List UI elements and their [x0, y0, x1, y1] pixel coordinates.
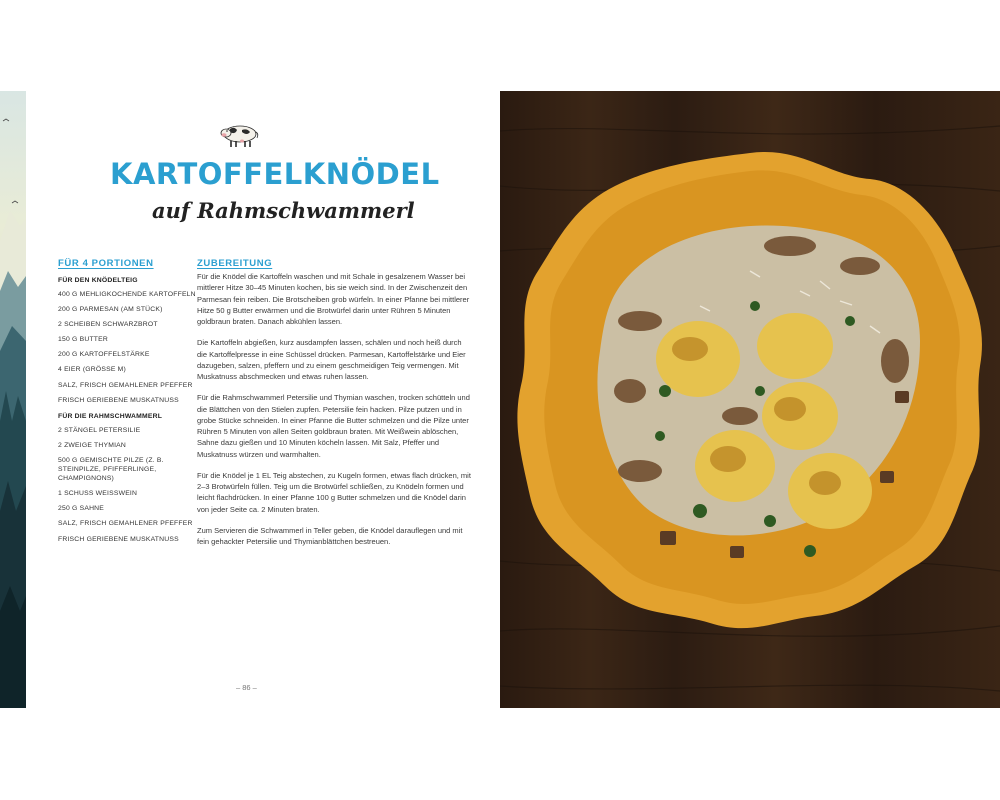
ingredient-item: SALZ, FRISCH GEMAHLENER PFEFFER: [58, 520, 193, 528]
preparation-paragraph: Zum Servieren die Schwammerl in Teller geben, die Knödel darauflegen und mit fein gehackter Petersilie und Thymianblättchen bestreuen.: [197, 525, 463, 546]
mountain-illustration-strip: [0, 91, 26, 708]
ingredient-item: 2 SCHEIBEN SCHWARZBROT: [58, 321, 158, 329]
ingredient-item: 250 G SAHNE: [58, 505, 105, 513]
cow-illustration-icon: [220, 121, 260, 149]
preparation-paragraph: Für die Knödel je 1 EL Teig abstechen, zu Kugeln formen, etwas flach drücken, mit 2–3 Brotwürfeln füllen. Teig um die Brotwürfel schließen, zu Knödeln formen und leicht flachdrücken. In einer Pfanne 100 g Butter schmelzen und die Knödel darin von jeder Seite ca. 2 Minuten braten.: [197, 470, 471, 514]
ingredient-group-heading: FÜR DEN KNÖDELTEIG: [58, 277, 138, 284]
preparation-paragraph: Für die Knödel die Kartoffeln waschen und mit Schale in gesalzenem Wasser bei mittlerer Hitze 30–45 Minuten kochen, bis sie weich sind. In der Zwischenzeit den Parmesan fein reiben. Die Brotscheiben grob würfeln. In einer Pfanne bei mittlerer Hitze 50 g Butter erwärmen und die Brotwürfel darin unter Rühren 5 Minuten goldbraun braten. Danach abkühlen lassen.: [197, 272, 470, 326]
ingredient-item: 200 G KARTOFFELSTÄRKE: [58, 351, 150, 359]
page-number: – 86 –: [236, 683, 257, 692]
ingredient-item: FRISCH GERIEBENE MUSKATNUSS: [58, 535, 179, 543]
ingredient-item: 4 EIER (GRÖSSE M): [58, 366, 126, 374]
preparation-steps: [197, 271, 472, 557]
preparation-heading: ZUBEREITUNG: [197, 258, 273, 269]
ingredient-item: 150 G BUTTER: [58, 336, 108, 344]
preparation-paragraph: Für die Rahmschwammerl Petersilie und Thymian waschen, trocken schütteln und die Blättchen von den Stielen zupfen. Petersilie fein hacken. Pilze putzen und in grobe Stücke schneiden. In einer Pfanne die Butter schmelzen und die Pilze unter Rühren 5 Minuten von allen Seiten goldbraun braten. Mit Weißwein ablöschen, Sahne dazu gießen und 10 Minuten köcheln lassen. Mit Salz, Pfeffer und Muskatnuss würzen und warmhalten.: [197, 393, 470, 459]
recipe-subtitle: auf Rahmschwammerl: [152, 198, 415, 223]
ingredient-item: 2 STÄNGEL PETERSILIE: [58, 426, 141, 434]
recipe-page: [26, 91, 500, 708]
ingredient-item: 200 G PARMESAN (AM STÜCK): [58, 306, 163, 314]
ingredient-item: 400 G MEHLIGKOCHENDE KARTOFFELN: [58, 291, 196, 298]
ingredient-item: SALZ, FRISCH GEMAHLENER PFEFFER: [58, 381, 193, 389]
ingredient-item: 2 ZWEIGE THYMIAN: [58, 441, 127, 449]
preparation-paragraph: Die Kartoffeln abgießen, kurz ausdampfen lassen, schälen und noch heiß durch die Kartoffelpresse in eine Schüssel drücken. Parmesan, Kartoffelstärke und Eier dazugeben, salzen, pfeffern und zu einem geschmeidigen Teig vermengen. Mit Muskatnuss abschmecken und etwas ruhen lassen.: [197, 338, 466, 381]
recipe-title: KARTOFFELKNÖDEL: [110, 157, 440, 191]
ingredient-group-heading: FÜR DIE RAHMSCHWAMMERL: [58, 412, 163, 420]
ingredient-item: 1 SCHUSS WEISSWEIN: [58, 490, 138, 498]
ingredient-list: [58, 277, 198, 550]
book-spread: [0, 91, 1000, 708]
ingredient-item: 500 G GEMISCHTE PILZE (Z. B. STEINPILZE, PFIFFERLINGE, CHAMPIGNONS): [58, 456, 164, 483]
ingredient-item: FRISCH GERIEBENE MUSKATNUSS: [58, 396, 179, 404]
dish-photo: [500, 91, 1000, 708]
portions-heading: FÜR 4 PORTIONEN: [58, 258, 154, 269]
